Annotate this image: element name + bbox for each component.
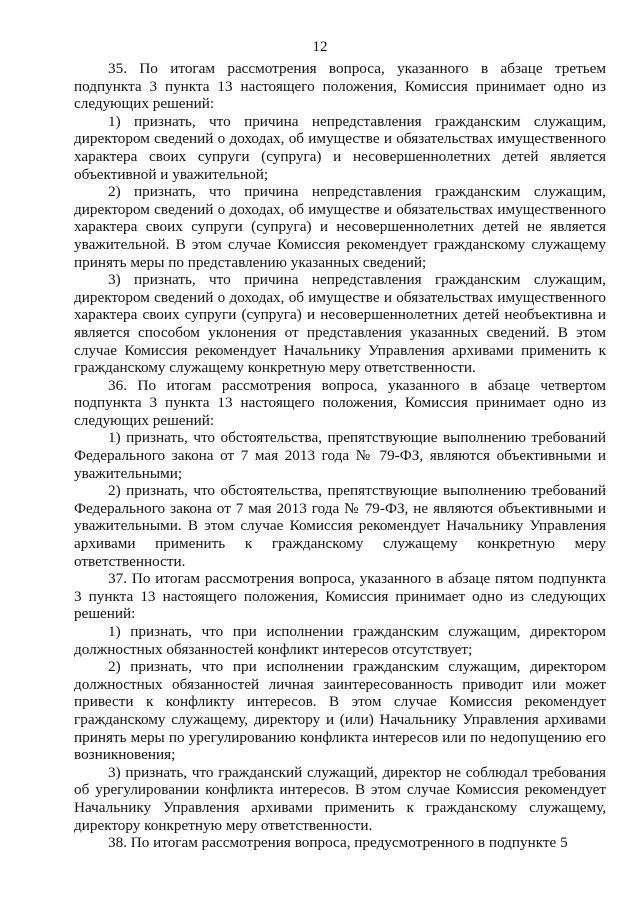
- paragraph-35-item-2: 2) признать, что причина непредставления гражданским служащим, директором сведений о доходах, об имуществе и обязательствах имущественного характера своих супруги (супруга) и несовершеннолетних детей не является уважительной. В этом случае Комиссия рекомендует гражданскому служащему принять меры по представлению указанных сведений;: [74, 183, 606, 271]
- paragraph-35-item-3: 3) признать, что причина непредставления гражданским служащим, директором сведений о доходах, об имуществе и обязательствах имущественного характера своих супруги (супруга) и несовершеннолетних детей необъективна и является способом уклонения от представления указанных сведений. В этом случае Комиссия рекомендует Начальнику Управления архивами применить к гражданскому служащему конкретную меру ответственности.: [74, 271, 606, 377]
- page-number: 12: [312, 39, 328, 55]
- paragraph-37-item-2: 2) признать, что при исполнении гражданским служащим, директором должностных обязанностей личная заинтересованность приводит или может привести к конфликту интересов. В этом случае Комиссия рекомендует гражданскому служащему, директору и (или) Начальнику Управления архивами принять меры по урегулированию конфликта интересов или по недопущению его возникновения;: [74, 658, 606, 764]
- paragraph-37: 37. По итогам рассмотрения вопроса, указанного в абзаце пятом подпункта 3 пункта 13 настоящего положения, Комиссия принимает одно из следующих решений:: [74, 570, 606, 623]
- paragraph-35: 35. По итогам рассмотрения вопроса, указанного в абзаце третьем подпункта 3 пункта 13 настоящего положения, Комиссия принимает одно из следующих решений:: [74, 60, 606, 113]
- paragraph-37-item-3: 3) признать, что гражданский служащий, директор не соблюдал требования об урегулировании конфликта интересов. В этом случае Комиссия рекомендует Начальнику Управления архивами применить к гражданскому служащему, директору конкретную меру ответственности.: [74, 763, 606, 834]
- paragraph-38: 38. По итогам рассмотрения вопроса, предусмотренного в подпункте 5: [108, 834, 568, 852]
- paragraph-35-item-1: 1) признать, что причина непредставления гражданским служащим, директором сведений о доходах, об имуществе и обязательствах имущественного характера своих супруги (супруга) и несовершеннолетних детей является объективной и уважительной;: [74, 112, 606, 183]
- paragraph-36-item-2: 2) признать, что обстоятельства, препятствующие выполнению требований Федерального закона от 7 мая 2013 года № 79-ФЗ, не являются объективными и уважительными. В этом случае Комиссия рекомендует Начальнику Управления архивами применить к гражданскому служащему конкретную меру ответственности.: [74, 482, 606, 570]
- paragraph-36-item-1: 1) признать, что обстоятельства, препятствующие выполнению требований Федерального закона от 7 мая 2013 года № 79-ФЗ, являются объективными и уважительными;: [74, 429, 606, 482]
- paragraph-36: 36. По итогам рассмотрения вопроса, указанного в абзаце четвертом подпункта 3 пункта 13 настоящего положения, Комиссия принимает одно из следующих решений:: [74, 376, 606, 429]
- document-body: [74, 60, 606, 852]
- paragraph-37-item-1: 1) признать, что при исполнении гражданским служащим, директором должностных обязанностей конфликт интересов отсутствует;: [74, 623, 606, 658]
